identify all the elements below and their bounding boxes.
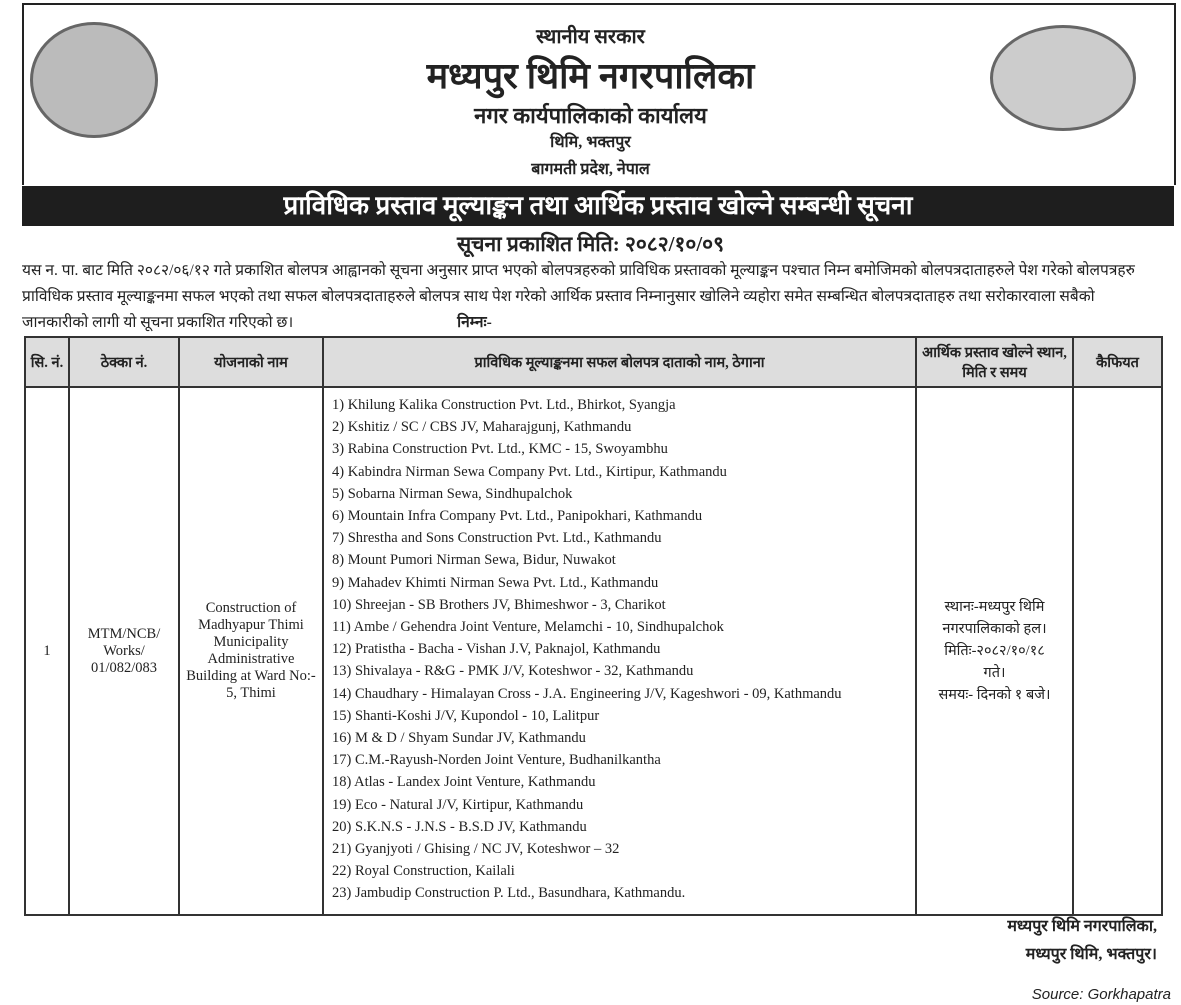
list-item: 12) Pratistha - Bacha - Vishan J.V, Paknajol, Kathmandu <box>332 641 661 658</box>
table-row <box>25 387 1162 915</box>
cell-bidders <box>323 387 916 915</box>
notice-body <box>22 258 1157 336</box>
list-item: 20) S.K.N.S - J.N.S - B.S.D JV, Kathmandu <box>332 818 587 835</box>
list-item: 8) Mount Pumori Nirman Sewa, Bidur, Nuwakot <box>332 552 616 569</box>
list-item: 18) Atlas - Landex Joint Venture, Kathmandu <box>332 774 596 791</box>
signature-line2: मध्यपुर थिमि, भक्तपुर। <box>1025 946 1157 963</box>
list-item: 19) Eco - Natural J/V, Kirtipur, Kathmandu <box>332 796 584 813</box>
list-item: 22) Royal Construction, Kailali <box>332 863 515 880</box>
cell-contract: MTM/NCB/ Works/ 01/082/083 <box>69 387 179 915</box>
opening-time: समयः- दिनको १ बजे। <box>938 687 1051 703</box>
publish-date: सूचना प्रकाशित मिति: २०८२/१०/०९ <box>456 232 724 256</box>
list-item: 1) Khilung Kalika Construction Pvt. Ltd., Bhirkot, Syangja <box>332 397 676 413</box>
col-opening: आर्थिक प्रस्ताव खोल्ने स्थान, मिति र समय <box>916 337 1073 387</box>
opening-date: मितिः-२०८२/१०/१८ <box>944 643 1045 659</box>
nimna-label: निम्नः- <box>457 314 492 331</box>
municipality-title: मध्यपुर थिमि नगरपालिका <box>426 56 755 96</box>
list-item: 4) Kabindra Nirman Sewa Company Pvt. Ltd., Kirtipur, Kathmandu <box>332 463 727 480</box>
list-item: 21) Gyanjyoti / Ghising / NC JV, Koteshwor – 32 <box>332 841 620 858</box>
list-item: 14) Chaudhary - Himalayan Cross - J.A. Engineering J/V, Kageshwori - 09, Kathmandu <box>332 685 842 702</box>
table-header-row <box>25 337 1162 387</box>
list-item: 2) Kshitiz / SC / CBS JV, Maharajgunj, Kathmandu <box>332 419 632 436</box>
list-item: 10) Shreejan - SB Brothers JV, Bhimeshwor - 3, Charikot <box>332 596 666 613</box>
opening-place: स्थानः-मध्यपुर थिमि <box>944 599 1045 615</box>
header-line1: स्थानीय सरकार <box>536 26 645 48</box>
address: थिमि, भक्तपुर <box>550 134 631 151</box>
col-bidders: प्राविधिक मूल्याङ्कनमा सफल बोलपत्र दाताको नाम, ठेगाना <box>323 337 916 387</box>
list-item: 23) Jambudip Construction P. Ltd., Basundhara, Kathmandu. <box>332 885 686 902</box>
list-item: 15) Shanti-Koshi J/V, Kupondol - 10, Lalitpur <box>332 707 600 724</box>
cell-remarks <box>1073 387 1162 915</box>
cell-project: Construction of Madhyapur Thimi Municipality Administrative Building at Ward No:- 5, Thimi <box>179 387 323 915</box>
list-item: 3) Rabina Construction Pvt. Ltd., KMC - 15, Swoyambhu <box>332 441 668 458</box>
list-item: 17) C.M.-Rayush-Norden Joint Venture, Budhanilkantha <box>332 752 661 769</box>
col-sn: सि. नं. <box>25 337 69 387</box>
cell-opening <box>916 387 1073 915</box>
list-item: 13) Shivalaya - R&G - PMK J/V, Koteshwor - 32, Kathmandu <box>332 663 694 680</box>
list-item: 11) Ambe / Gehendra Joint Venture, Melamchi - 10, Sindhupalchok <box>332 619 724 636</box>
office-name: नगर कार्यपालिकाको कार्यालय <box>474 103 707 128</box>
signature-block <box>1007 913 1157 969</box>
list-item: 7) Shrestha and Sons Construction Pvt. Ltd., Kathmandu <box>332 530 662 547</box>
list-item: 5) Sobarna Nirman Sewa, Sindhupalchok <box>332 485 573 502</box>
province: बागमती प्रदेश, नेपाल <box>531 161 650 178</box>
col-remarks: कैफियत <box>1073 337 1162 387</box>
list-item: 6) Mountain Infra Company Pvt. Ltd., Panipokhari, Kathmandu <box>332 508 703 525</box>
body-text: यस न. पा. बाट मिति २०८२/०६/१२ गते प्रकाशित बोलपत्र आह्वानको सूचना अनुसार प्राप्त भएको बोलपत्रहरुको प्राविधिक प्रस्तावको मूल्याङ्कन पश्चात निम्न बमोजिमको बोलपत्रदाताहरुले पेश गरेको बोलपत्रहरु प्राविधिक प्रस्ताव मूल्याङ्कनमा सफल भएको तथा सफल बोलपत्रदाताहरुले बोलपत्र साथ पेश गरेको आर्थिक प्रस्ताव निम्नानुसार खोलिने व्यहोरा समेत सम्बन्धित बोलपत्रदाताहरु तथा सरोकारवाला सबैको जानकारीको लागी यो सूचना प्रकाशित गरिएको छ। <box>22 262 1135 331</box>
opening-date-2: गते। <box>983 665 1006 681</box>
list-item: 16) M & D / Shyam Sundar JV, Kathmandu <box>332 730 586 747</box>
opening-place-2: नगरपालिकाको हल। <box>942 621 1047 637</box>
cell-sn: 1 <box>25 387 69 915</box>
col-contract: ठेक्का नं. <box>69 337 179 387</box>
list-item: 9) Mahadev Khimti Nirman Sewa Pvt. Ltd., Kathmandu <box>332 574 659 591</box>
bidders-table <box>24 336 1163 916</box>
notice-title-band: प्राविधिक प्रस्ताव मूल्याङ्कन तथा आर्थिक प्रस्ताव खोल्ने सम्बन्धी सूचना <box>22 186 1174 226</box>
col-project: योजनाको नाम <box>179 337 323 387</box>
source-credit: Source: Gorkhapatra <box>1031 986 1171 1003</box>
signature-line1: मध्यपुर थिमि नगरपालिका, <box>1007 918 1157 935</box>
